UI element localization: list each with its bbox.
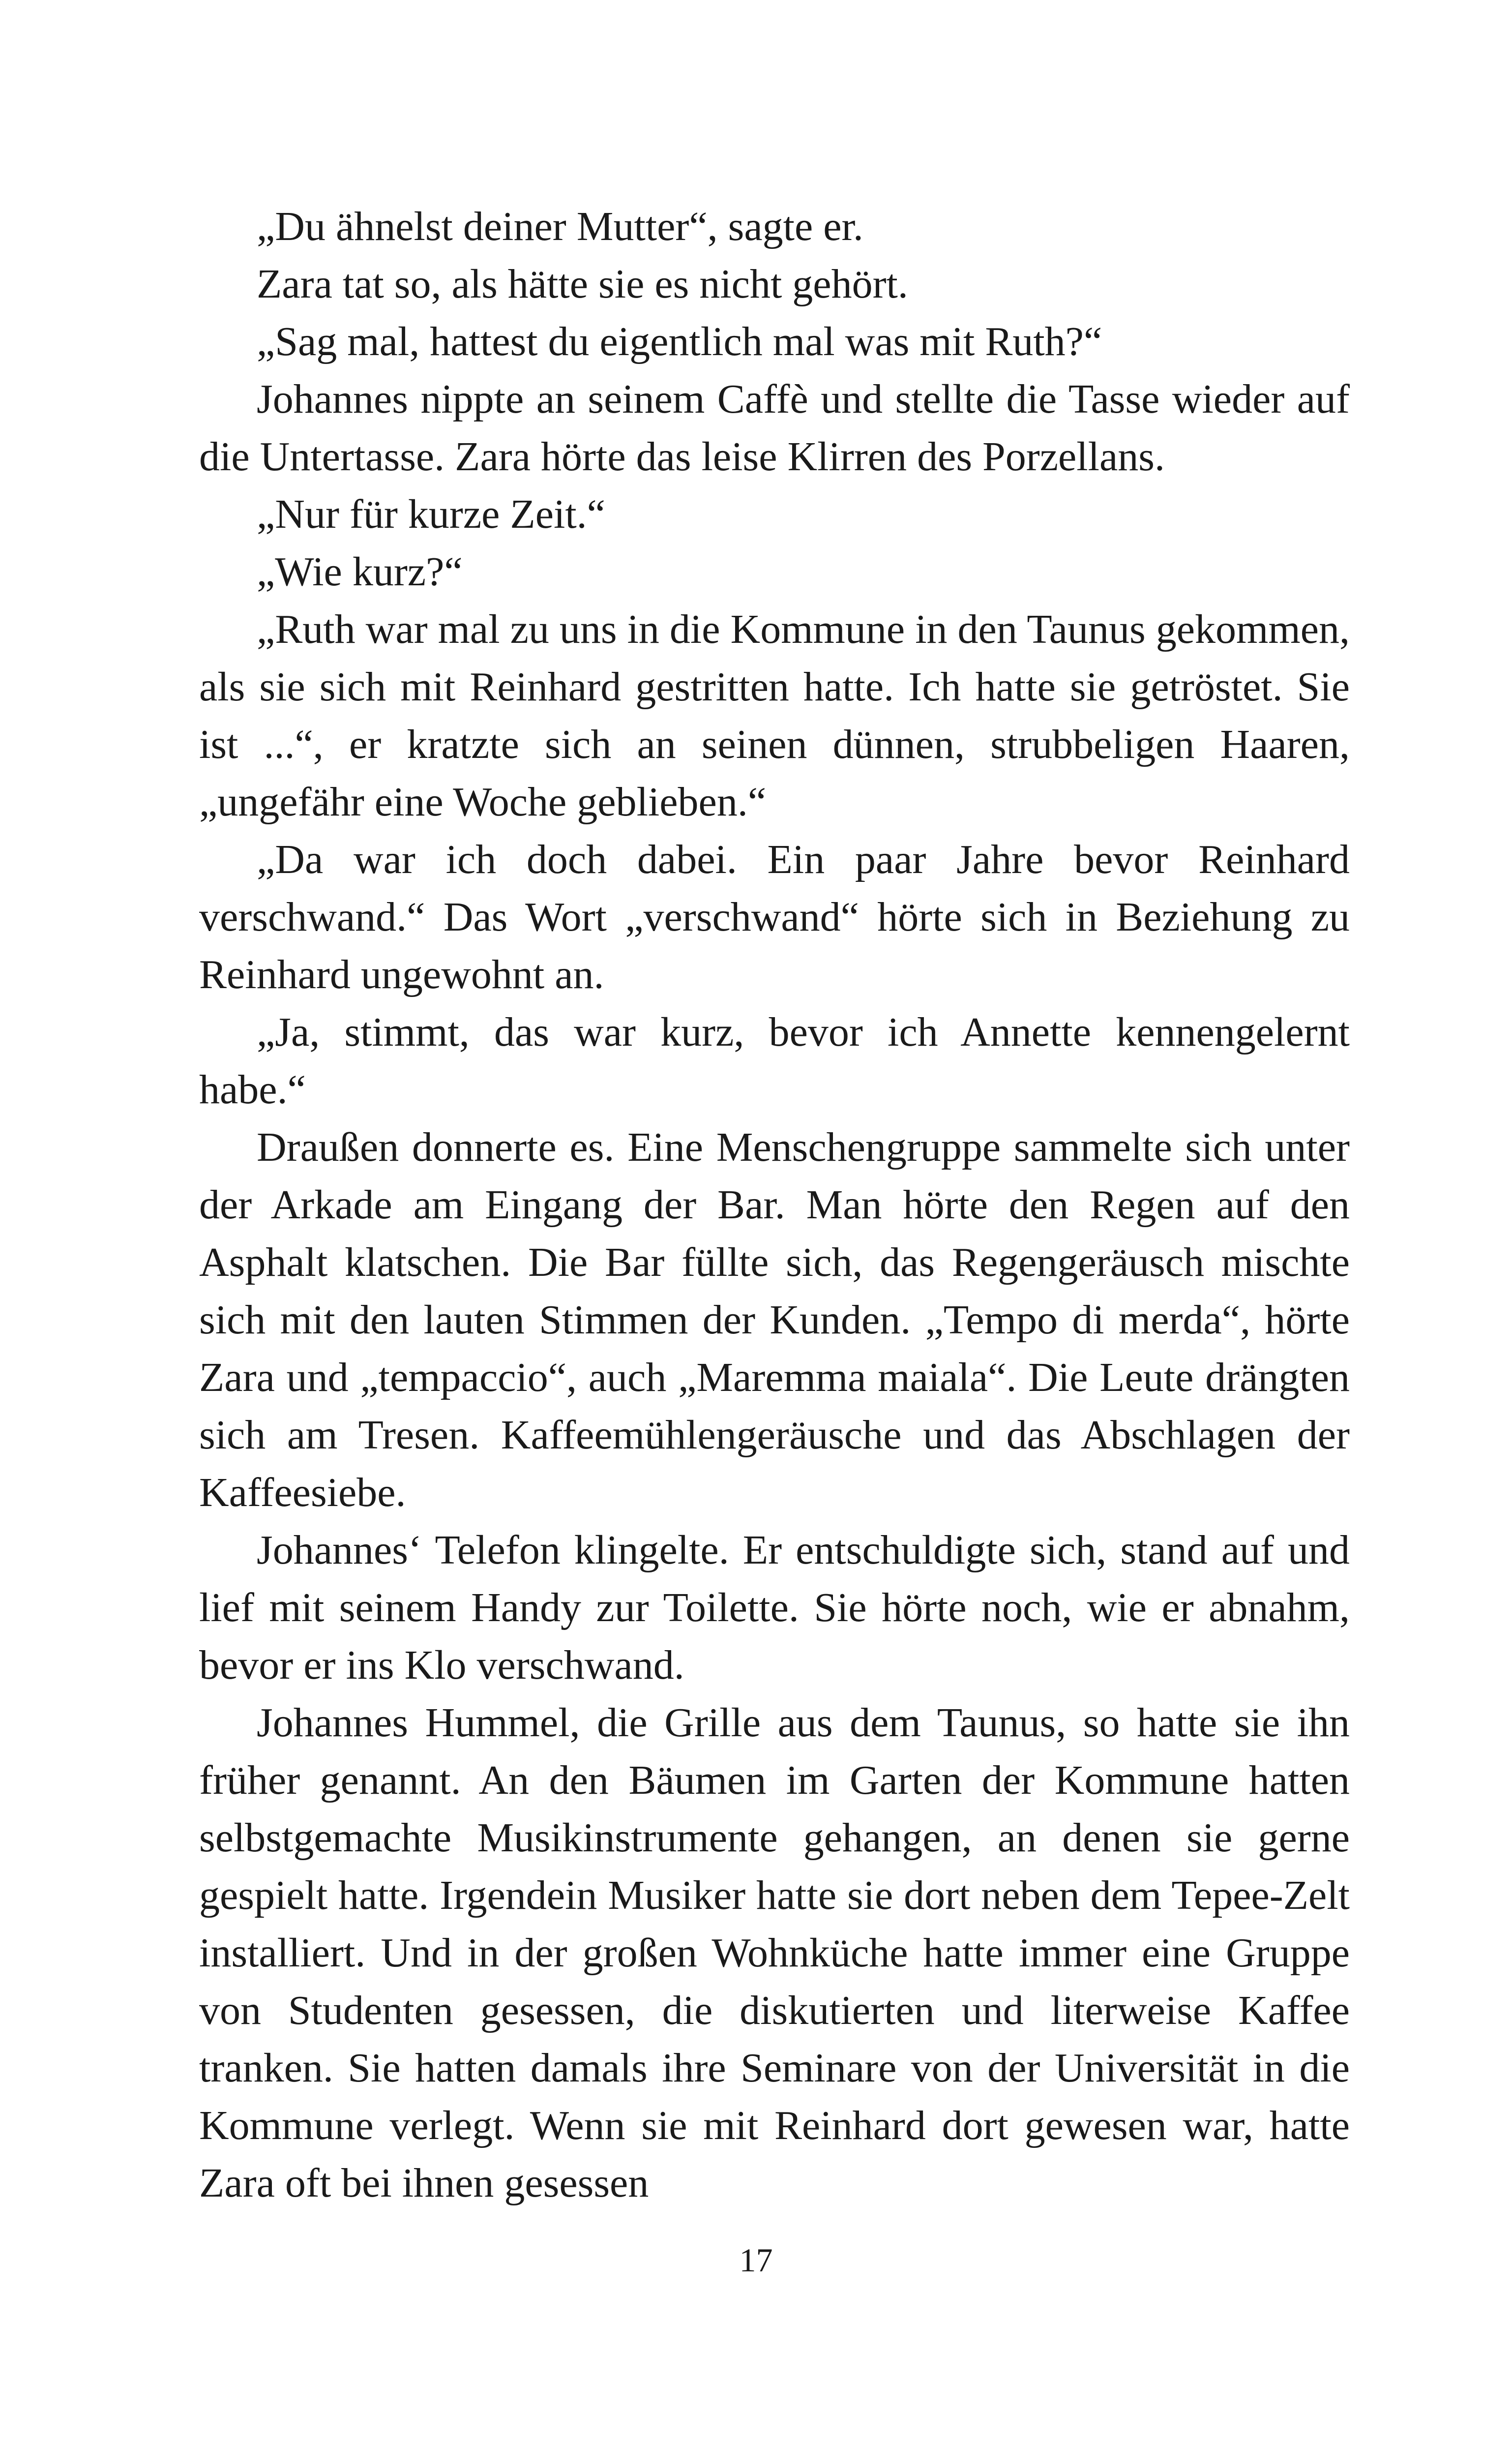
paragraph: Draußen donnerte es. Eine Menschengruppe sammelte sich unter der Arkade am Eingang der Bar. Man hörte den Regen auf den Asphalt klatschen. Die Bar füllte sich, das Regengeräusch mischte sich mit den lauten Stimmen der Kunden. „Tempo di merda“, hörte Zara und „tempaccio“, auch „Maremma maiala“. Die Leute drängten sich am Tresen. Kaffeemühlengeräusche und das Abschlagen der Kaffeesiebe. (199, 1124, 1350, 1515)
paragraph: „Ruth war mal zu uns in die Kommune in den Taunus gekommen, als sie sich mit Reinhard gestritten hatte. Ich hatte sie getröstet. Sie ist ...“, er kratzte sich an seinen dünnen, strubbeligen Haaren, „ungefähr eine Woche geblieben.“ (199, 606, 1350, 825)
paragraph: „Nur für kurze Zeit.“ (257, 491, 605, 537)
paragraph: Johannes Hummel, die Grille aus dem Taunus, so hatte sie ihn früher genannt. An den Bäumen im Garten der Kommune hatten selbstgemachte Musikinstrumente gehangen, an denen sie gerne gespielt hatte. Irgendein Musiker hatte sie dort neben dem Tepee-Zelt installiert. Und in der großen Wohnküche hatte immer eine Gruppe von Studenten gesessen, die diskutierten und literweise Kaffee tranken. Sie hatten damals ihre Seminare von der Universität in die Kommune verlegt. Wenn sie mit Reinhard dort gewesen war, hatte Zara oft bei ihnen gesessen (199, 1700, 1350, 2206)
paragraph: „Ja, stimmt, das war kurz, bevor ich Annette kennengelernt habe.“ (199, 1009, 1350, 1113)
page-number: 17 (739, 2241, 773, 2279)
paragraph: „Da war ich doch dabei. Ein paar Jahre bevor Reinhard verschwand.“ Das Wort „verschwand“ hörte sich in Beziehung zu Reinhard ungewohnt an. (199, 837, 1350, 997)
paragraph: Johannes nippte an seinem Caffè und stellte die Tasse wieder auf die Untertasse. Zara hörte das leise Klirren des Porzellans. (199, 376, 1350, 480)
paragraph: „Sag mal, hattest du eigentlich mal was mit Ruth?“ (257, 319, 1102, 364)
paragraph: „Du ähnelst deiner Mutter“, sagte er. (257, 204, 863, 249)
paragraph: „Wie kurz?“ (257, 549, 463, 595)
paragraph: Johannes‘ Telefon klingelte. Er entschuldigte sich, stand auf und lief mit seinem Handy zur Toilette. Sie hörte noch, wie er abnahm, bevor er ins Klo verschwand. (199, 1527, 1350, 1688)
paragraph: Zara tat so, als hätte sie es nicht gehört. (257, 261, 908, 307)
body-text (199, 198, 1350, 2212)
